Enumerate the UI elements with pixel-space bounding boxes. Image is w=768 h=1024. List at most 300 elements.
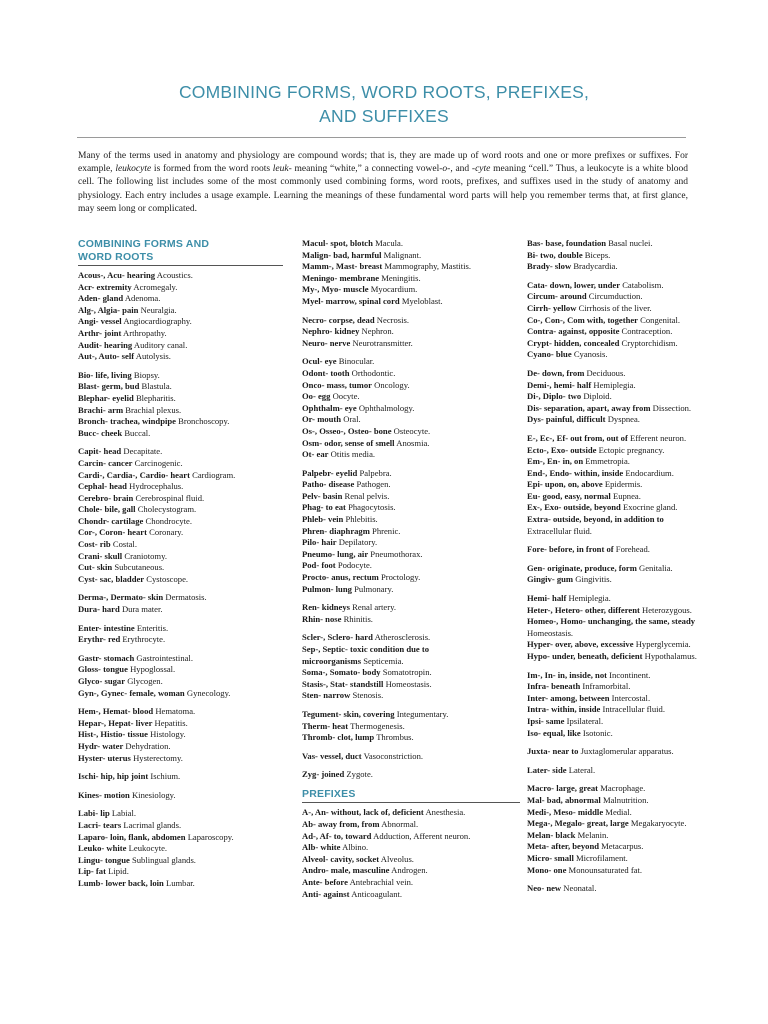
- entry-example: Oncology.: [374, 379, 410, 390]
- entry-example: Mammography, Mastitis.: [384, 261, 471, 272]
- entry-term: Lumb- lower back, loin: [78, 877, 164, 888]
- entry-term: Ad-, Af- to, toward: [302, 830, 372, 841]
- glossary-entry: [302, 479, 520, 491]
- section-divider: [302, 802, 520, 803]
- entry-term: Co-, Con-, Com with, together: [527, 314, 638, 325]
- entry-example: Albino.: [342, 842, 369, 853]
- entry-term: microorganisms: [302, 655, 362, 666]
- entry-term: Circum- around: [527, 291, 587, 302]
- entry-example: Lacrimal glands.: [123, 819, 182, 830]
- entry-example: Leukocyte.: [128, 843, 168, 854]
- glossary-entry: [78, 604, 283, 616]
- glossary-entry: [527, 502, 732, 514]
- glossary-entry: [302, 656, 520, 668]
- glossary-entry: [302, 426, 520, 438]
- entry-example: Thrombus.: [376, 732, 414, 743]
- entry-example: Inframorbital.: [582, 681, 631, 692]
- entry-term: Scler-, Sclero- hard: [302, 632, 373, 643]
- entry-term: Zyg- joined: [302, 769, 345, 780]
- glossary-entry: [78, 316, 283, 328]
- entry-term: Hyper- over, above, excessive: [527, 639, 634, 650]
- entry-term: End-, Endo- within, inside: [527, 467, 624, 478]
- entry-term: Melan- black: [527, 829, 576, 840]
- entry-example: Hematoma.: [155, 706, 196, 717]
- glossary-entry: [527, 883, 732, 895]
- intro-term: leukocyte: [115, 164, 152, 175]
- entry-term: Ab- away from, from: [302, 819, 380, 830]
- entry-example: Meningitis.: [381, 272, 421, 283]
- entry-term: Iso- equal, like: [527, 727, 581, 738]
- entry-term: Odont- tooth: [302, 367, 350, 378]
- entry-example: Diploid.: [583, 391, 612, 402]
- entry-example: Somatotropin.: [382, 667, 432, 678]
- entry-example: Forehead.: [615, 544, 650, 555]
- entry-list: [527, 238, 732, 895]
- entry-term: Gen- originate, produce, form: [527, 562, 637, 573]
- entry-example: Zygote.: [346, 769, 373, 780]
- entry-term: Lingu- tongue: [78, 854, 130, 865]
- glossary-entry: [78, 574, 283, 586]
- entry-group: [527, 765, 732, 777]
- glossary-entry: [527, 765, 732, 777]
- entry-group: [78, 592, 283, 615]
- entry-example: Pneumothorax.: [370, 548, 423, 559]
- entry-term: Phren- diaphragm: [302, 525, 370, 536]
- intro-text: is formed from the word roots: [151, 164, 273, 175]
- entry-term: Micro- small: [527, 852, 574, 863]
- entry-term: Juxta- near to: [527, 746, 579, 757]
- entry-term: Onco- mass, tumor: [302, 379, 372, 390]
- entry-example: Labial.: [111, 808, 137, 819]
- entry-term: Intra- within, inside: [527, 704, 601, 715]
- glossary-entry: [302, 865, 520, 877]
- entry-term: Cyano- blue: [527, 349, 572, 360]
- glossary-entry: [78, 843, 283, 855]
- glossary-entry: [78, 282, 283, 294]
- column-3: [527, 238, 732, 902]
- entry-example: Hemiplegia.: [568, 593, 611, 604]
- entry-example: Septicemia.: [363, 655, 404, 666]
- entry-example: Heterozygous.: [642, 604, 692, 615]
- glossary-entry: [78, 551, 283, 563]
- entry-example: Kinesiology.: [131, 789, 176, 800]
- column-2: [302, 238, 520, 900]
- glossary-entry: [302, 315, 520, 327]
- entry-term: Chondr- cartilage: [78, 515, 144, 526]
- glossary-entry: [78, 664, 283, 676]
- entry-example: Congenital.: [640, 314, 681, 325]
- entry-group: [527, 238, 732, 273]
- entry-term: Bi- two, double: [527, 249, 583, 260]
- entry-term: Brachi- arm: [78, 404, 124, 415]
- glossary-entry: [302, 584, 520, 596]
- entry-term: Lip- fat: [78, 866, 106, 877]
- entry-term: Cirrh- yellow: [527, 302, 577, 313]
- entry-group: [78, 706, 283, 764]
- entry-term: Or- mouth: [302, 414, 342, 425]
- entry-example: Auditory canal.: [133, 339, 188, 350]
- entry-example: Hypothalamus.: [644, 651, 697, 661]
- entry-term: Em-, En- in, on: [527, 456, 584, 467]
- glossary-entry: [78, 741, 283, 753]
- entry-group: [78, 370, 283, 440]
- glossary-entry: [527, 563, 732, 575]
- entry-example: Basal nuclei.: [608, 238, 653, 248]
- glossary-entry: [527, 693, 732, 705]
- glossary-entry: [302, 284, 520, 296]
- entry-term: Cut- skin: [78, 562, 113, 573]
- section-heading-prefixes: PREFIXES: [302, 787, 356, 800]
- entry-example: Cardiogram.: [192, 469, 236, 480]
- entry-example: Hydrocephalus.: [129, 481, 184, 492]
- entry-example: Stenosis.: [352, 690, 384, 701]
- entry-example: Exocrine gland.: [623, 502, 678, 513]
- entry-example: Arthropathy.: [123, 327, 167, 338]
- entry-example: Dissection.: [652, 402, 692, 413]
- entry-example: Cirrhosis of the liver.: [578, 302, 652, 313]
- entry-term: Lacri- tears: [78, 819, 122, 830]
- glossary-entry: [527, 303, 732, 315]
- entry-term: Dys- painful, difficult: [527, 414, 606, 425]
- entry-group: [527, 368, 732, 426]
- entry-term: Enter- intestine: [78, 622, 135, 633]
- glossary-entry: [527, 544, 732, 556]
- glossary-entry: [78, 381, 283, 393]
- entry-term: A-, An- without, lack of, deficient: [302, 807, 424, 818]
- glossary-entry: [78, 416, 283, 428]
- title-divider: [77, 137, 686, 138]
- entry-example: Otitis media.: [330, 449, 376, 460]
- entry-term: Ex-, Exo- outside, beyond: [527, 502, 621, 513]
- entry-term: Dura- hard: [78, 604, 120, 615]
- glossary-entry: [527, 639, 732, 651]
- entry-term: Rhin- nose: [302, 613, 342, 624]
- entry-group: [527, 433, 732, 537]
- entry-term: Contra- against, opposite: [527, 326, 620, 337]
- glossary-entry: [302, 502, 520, 514]
- intro-term: cyte: [475, 164, 491, 175]
- glossary-entry: [527, 628, 732, 640]
- entry-term: Ante- before: [302, 877, 348, 887]
- entry-example: Vasoconstriction.: [363, 750, 424, 761]
- entry-term: Dis- separation, apart, away from: [527, 402, 651, 413]
- intro-text: -, and -: [447, 164, 476, 175]
- entry-example: Blepharitis.: [135, 392, 176, 403]
- entry-term: Leuko- white: [78, 843, 127, 854]
- entry-term: Erythr- red: [78, 634, 121, 645]
- entry-group: [527, 544, 732, 556]
- glossary-entry: [527, 291, 732, 303]
- entry-example: Hypoglossal.: [130, 664, 176, 675]
- glossary-entry: [78, 393, 283, 405]
- glossary-entry: [527, 830, 732, 842]
- entry-term: Meningo- membrane: [302, 272, 380, 283]
- entry-term: Capit- head: [78, 446, 122, 457]
- entry-term: Hypo- under, beneath, deficient: [527, 651, 643, 661]
- entry-term: Anti- against: [302, 888, 350, 899]
- glossary-entry: [302, 877, 520, 889]
- entry-term: Gloss- tongue: [78, 664, 128, 675]
- entry-example: Efferent neuron.: [629, 432, 687, 443]
- glossary-entry: [78, 729, 283, 741]
- entry-term: Soma-, Somato- body: [302, 667, 381, 678]
- entry-example: Intracellular fluid.: [602, 704, 665, 715]
- entry-term: Angi- vessel: [78, 316, 122, 327]
- entry-term: Alb- white: [302, 842, 341, 853]
- glossary-entry: [527, 349, 732, 361]
- glossary-entry: [78, 718, 283, 730]
- entry-term: Gingiv- gum: [527, 574, 574, 585]
- intro-text: meaning “white,” a connecting vowel-: [291, 164, 443, 175]
- page-title: [0, 80, 768, 128]
- entry-example: Melanin.: [577, 829, 609, 840]
- entry-example: Macrophage.: [600, 783, 646, 794]
- entry-term: Ischi- hip, hip joint: [78, 771, 149, 782]
- entry-example: Depilatory.: [338, 537, 378, 548]
- glossary-entry: [527, 280, 732, 292]
- entry-example: Oocyte.: [332, 391, 360, 402]
- glossary-entry: [302, 356, 520, 368]
- entry-example: Necrosis.: [376, 314, 410, 325]
- entry-term: Sten- narrow: [302, 690, 351, 701]
- glossary-entry: [78, 832, 283, 844]
- glossary-entry: [527, 456, 732, 468]
- glossary-entry: [527, 853, 732, 865]
- entry-example: Gastrointestinal.: [136, 652, 193, 663]
- entry-example: Deciduous.: [586, 367, 626, 378]
- entry-term: Laparo- loin, flank, abdomen: [78, 831, 186, 842]
- entry-term: Derma-, Dermato- skin: [78, 592, 164, 603]
- entry-example: Biopsy.: [133, 369, 160, 380]
- glossary-entry: [527, 651, 732, 663]
- entry-example: Binocular.: [338, 356, 375, 367]
- glossary-entry: [302, 690, 520, 702]
- entry-group: [302, 709, 520, 744]
- entry-example: Epidermis.: [604, 479, 643, 490]
- glossary-entry: [527, 716, 732, 728]
- entry-example: Anosmia.: [396, 437, 430, 448]
- entry-example: Decapitate.: [123, 446, 163, 457]
- glossary-entry: [302, 273, 520, 285]
- glossary-entry: [302, 732, 520, 744]
- entry-term: Audit- hearing: [78, 339, 133, 350]
- glossary-entry: [78, 527, 283, 539]
- entry-example: Cholecystogram.: [137, 504, 197, 515]
- entry-example: Ectopic pregnancy.: [598, 444, 665, 455]
- entry-term: Alveol- cavity, socket: [302, 853, 380, 864]
- entry-example: Lumbar.: [165, 877, 195, 888]
- section-divider: [78, 265, 283, 266]
- intro-paragraph: [78, 150, 688, 216]
- entry-term: Pulmon- lung: [302, 583, 352, 594]
- entry-example: Ipsilateral.: [566, 715, 604, 726]
- glossary-entry: [302, 632, 520, 644]
- entry-example: Cerebrospinal fluid.: [135, 492, 205, 503]
- entry-example: Myocardium.: [370, 284, 418, 295]
- glossary-entry: [527, 841, 732, 853]
- entry-example: Emmetropia.: [585, 456, 630, 467]
- glossary-entry: [302, 338, 520, 350]
- entry-example: Coronary.: [149, 527, 184, 538]
- glossary-entry: [78, 592, 283, 604]
- glossary-entry: [78, 481, 283, 493]
- entry-example: Dehydration.: [125, 740, 171, 751]
- glossary-entry: [302, 602, 520, 614]
- entry-term: Mega-, Megalo- great, large: [527, 818, 629, 829]
- entry-term: Necro- corpse, dead: [302, 314, 375, 325]
- glossary-entry: [302, 614, 520, 626]
- entry-example: Bradycardia.: [573, 261, 618, 272]
- entry-term: Osm- odor, sense of smell: [302, 437, 395, 448]
- glossary-entry: [78, 790, 283, 802]
- glossary-entry: [78, 340, 283, 352]
- glossary-entry: [302, 296, 520, 308]
- entry-example: Neuralgia.: [140, 304, 177, 315]
- entry-term: Vas- vessel, duct: [302, 750, 362, 761]
- glossary-entry: [527, 315, 732, 327]
- glossary-entry: [302, 842, 520, 854]
- glossary-entry: [78, 676, 283, 688]
- entry-term: Blast- germ, bud: [78, 381, 140, 392]
- entry-term: Myel- marrow, spinal cord: [302, 295, 400, 306]
- entry-term: Pod- foot: [302, 560, 336, 571]
- entry-example: Antebrachial vein.: [349, 877, 414, 887]
- glossary-entry: [302, 831, 520, 843]
- entry-list: [78, 270, 283, 890]
- entry-group: [527, 563, 732, 586]
- entry-term: Tegument- skin, covering: [302, 708, 395, 719]
- entry-example: Blastula.: [141, 381, 172, 392]
- entry-term: Arthr- joint: [78, 327, 122, 338]
- entry-term: Neuro- nerve: [302, 337, 351, 348]
- entry-example: Cyanosis.: [573, 349, 608, 360]
- entry-term: Cardi-, Cardia-, Cardio- heart: [78, 469, 190, 480]
- entry-example: Lipid.: [108, 866, 129, 877]
- glossary-entry: [78, 428, 283, 440]
- entry-term: Macro- large, great: [527, 783, 599, 794]
- entry-term: Crani- skull: [78, 550, 123, 561]
- entry-term: Homeo-, Homo- unchanging, the same, steady: [527, 616, 696, 627]
- entry-term: Demi-, hemi- half: [527, 379, 592, 390]
- glossary-entry: [302, 889, 520, 901]
- glossary-entry: [78, 470, 283, 482]
- entry-term: Bas- base, foundation: [527, 238, 607, 248]
- entry-example: Ophthalmology.: [358, 402, 415, 413]
- glossary-entry: [78, 270, 283, 282]
- entry-example: Palpebra.: [359, 467, 392, 478]
- entry-example: Costal.: [112, 539, 137, 550]
- entry-term: Blephar- eyelid: [78, 392, 134, 403]
- entry-term: Neo- new: [527, 883, 562, 894]
- entry-term: Patho- disease: [302, 479, 355, 490]
- entry-term: Fore- before, in front of: [527, 544, 614, 555]
- glossary-entry: [302, 721, 520, 733]
- entry-example: Chondrocyte.: [145, 515, 193, 526]
- entry-example: Dyspnea.: [607, 414, 640, 425]
- entry-example: Macula.: [375, 238, 403, 248]
- glossary-entry: [527, 795, 732, 807]
- entry-term: Bucc- cheek: [78, 427, 123, 438]
- glossary-entry: [78, 653, 283, 665]
- entry-term: Cost- rib: [78, 539, 111, 550]
- entry-example: Anticoagulant.: [351, 888, 403, 899]
- glossary-entry: [527, 403, 732, 415]
- glossary-entry: [302, 514, 520, 526]
- entry-term: Later- side: [527, 764, 567, 775]
- entry-group: [527, 670, 732, 740]
- entry-example: Catabolism.: [622, 279, 664, 290]
- section-heading-line: COMBINING FORMS AND: [78, 238, 210, 250]
- entry-group: [302, 602, 520, 625]
- entry-term: Di-, Diplo- two: [527, 391, 582, 402]
- entry-term: Cephal- head: [78, 481, 127, 492]
- intro-term: o: [442, 164, 448, 175]
- entry-example: Craniotomy.: [124, 550, 167, 561]
- entry-example: Cystoscope.: [146, 573, 189, 584]
- glossary-entry: [527, 491, 732, 503]
- glossary-entry: [527, 704, 732, 716]
- entry-group: [302, 315, 520, 350]
- entry-example: Cryptorchidism.: [621, 337, 678, 348]
- glossary-entry: [527, 616, 732, 628]
- entry-term: Pelv- basin: [302, 490, 343, 501]
- glossary-entry: [302, 560, 520, 572]
- entry-example: Proctology.: [380, 572, 421, 583]
- entry-example: Hyperglycemia.: [635, 639, 691, 650]
- glossary-entry: [78, 562, 283, 574]
- glossary-entry: [527, 818, 732, 830]
- entry-example: Orthodontic.: [351, 367, 396, 378]
- glossary-entry: [527, 670, 732, 682]
- glossary-entry: [302, 391, 520, 403]
- entry-example: Metacarpus.: [601, 841, 644, 852]
- glossary-entry: [78, 866, 283, 878]
- entry-group: [302, 632, 520, 702]
- entry-term: Mal- bad, abnormal: [527, 794, 601, 805]
- glossary-entry: [78, 493, 283, 505]
- entry-term: Bio- life, living: [78, 369, 132, 380]
- glossary-entry: [527, 433, 732, 445]
- intro-term: leuk-: [272, 164, 292, 175]
- glossary-entry: [78, 446, 283, 458]
- glossary-entry: [302, 261, 520, 273]
- glossary-entry: [302, 549, 520, 561]
- entry-example: Dermatosis.: [165, 592, 207, 603]
- glossary-entry: [527, 479, 732, 491]
- entry-group: [527, 746, 732, 758]
- entry-group: [302, 356, 520, 460]
- glossary-entry: [302, 449, 520, 461]
- glossary-entry: [302, 438, 520, 450]
- entry-example: Integumentary.: [396, 708, 449, 719]
- entry-example: Autolysis.: [135, 351, 171, 362]
- glossary-entry: [78, 623, 283, 635]
- glossary-entry: [78, 458, 283, 470]
- entry-example: Juxtaglomerular apparatus.: [580, 746, 674, 757]
- entry-example: Neurotransmitter.: [352, 337, 413, 348]
- entry-example: Erythrocyte.: [122, 634, 166, 645]
- entry-example: Atherosclerosis.: [374, 632, 431, 643]
- glossary-entry: [78, 328, 283, 340]
- entry-example: Androgen.: [391, 865, 428, 876]
- entry-example: Sublingual glands.: [131, 854, 196, 865]
- glossary-entry: [302, 679, 520, 691]
- glossary-entry: [78, 351, 283, 363]
- entry-group: [527, 280, 732, 361]
- entry-group: [78, 790, 283, 802]
- entry-example: Incontinent.: [609, 669, 651, 680]
- entry-term: Nephro- kidney: [302, 326, 360, 337]
